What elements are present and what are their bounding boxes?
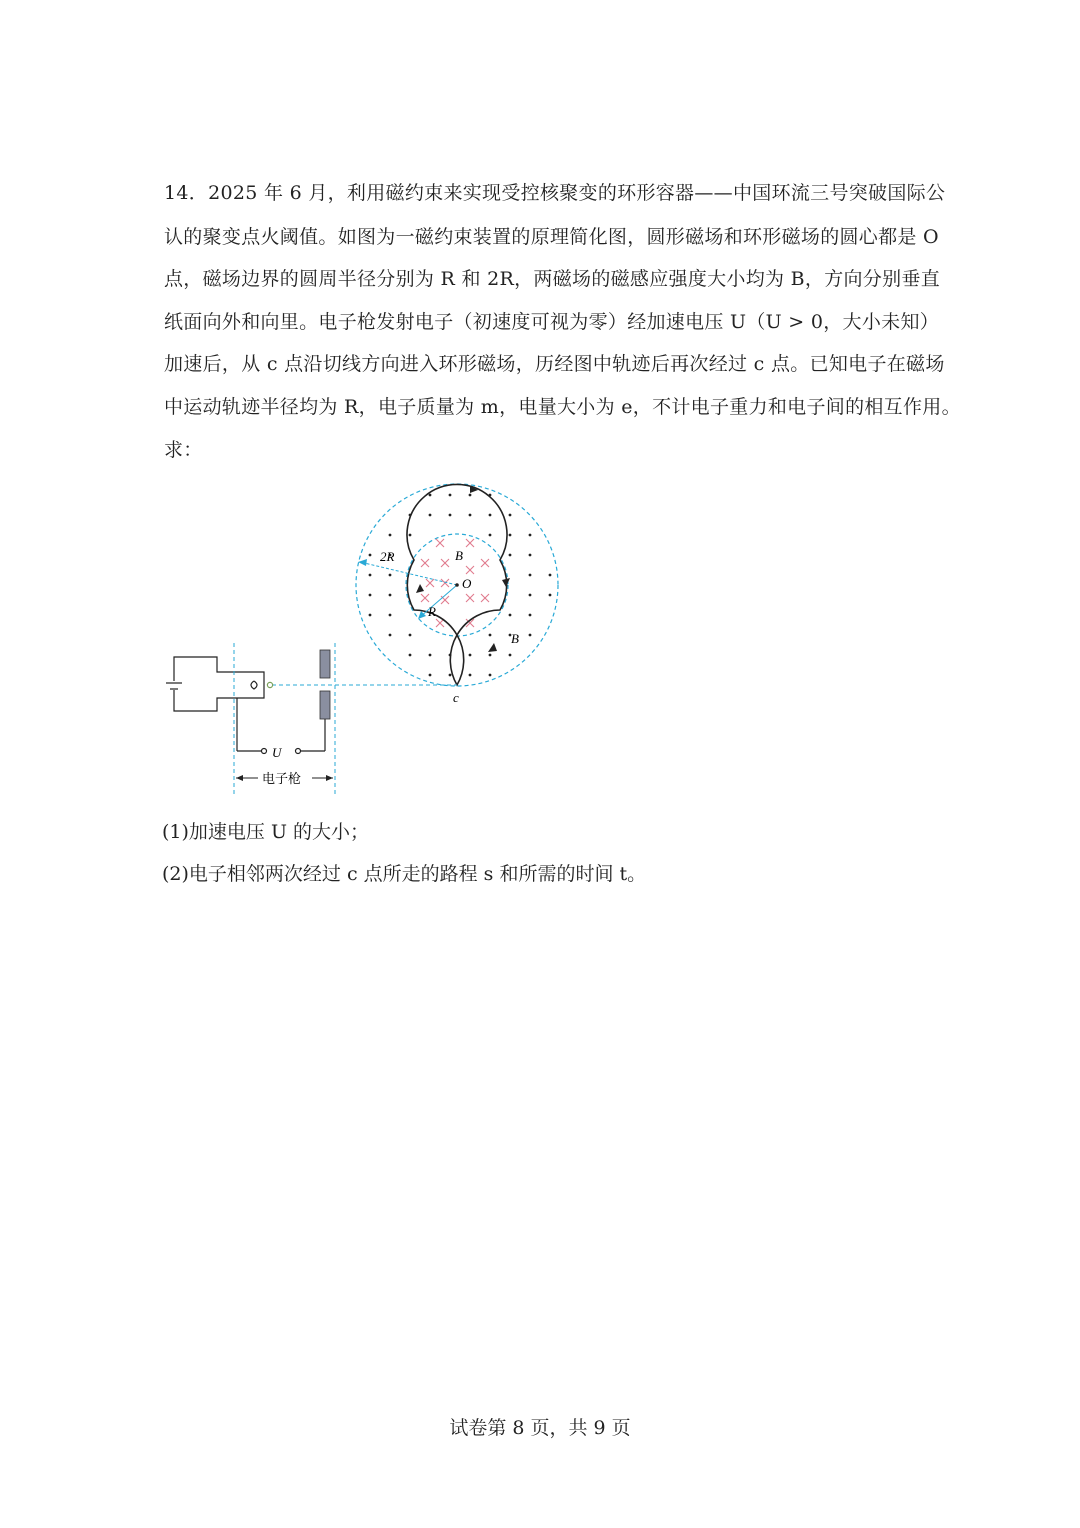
label-B-inner: B xyxy=(455,548,463,563)
label-c: c xyxy=(453,690,459,705)
trajectory-arrow-left xyxy=(416,584,424,593)
label-electron-gun: 电子枪 xyxy=(262,771,302,786)
field-dot xyxy=(529,554,532,557)
question-line-7: 求： xyxy=(164,439,203,461)
cathode-point xyxy=(267,682,272,687)
field-dot xyxy=(409,654,412,657)
field-dot xyxy=(529,634,532,637)
label-B-outer: B xyxy=(511,631,519,646)
question-line-6: 中运动轨迹半径均为 R，电子质量为 m，电量大小为 e，不计电子重力和电子间的相互作用。 xyxy=(164,396,961,418)
field-dot xyxy=(489,514,492,517)
question-line-4: 纸面向外和向里。电子枪发射电子（初速度可视为零）经加速电压 U（U > 0，大小未知） xyxy=(164,311,940,333)
field-dot xyxy=(389,534,392,537)
field-dot xyxy=(509,534,512,537)
field-dot xyxy=(469,654,472,657)
field-dot xyxy=(509,514,512,517)
field-dot xyxy=(389,574,392,577)
field-dot xyxy=(429,674,432,677)
field-dot xyxy=(529,614,532,617)
field-dot xyxy=(429,494,432,497)
center-point xyxy=(455,583,459,587)
question-line-1: 14．2025 年 6 月，利用磁约束来实现受控核聚变的环形容器——中国环流三号突破国际公 xyxy=(164,182,946,204)
trajectory-arrow-right xyxy=(502,578,510,587)
field-dot xyxy=(489,674,492,677)
field-dot xyxy=(449,494,452,497)
sub-question-1: (1)加速电压 U 的大小； xyxy=(162,821,370,843)
figure-svg xyxy=(160,475,580,805)
label-2R: 2R xyxy=(380,549,395,564)
field-dot xyxy=(369,594,372,597)
field-dot xyxy=(469,674,472,677)
upper-plate xyxy=(320,650,330,678)
field-dot xyxy=(389,614,392,617)
field-dot xyxy=(509,554,512,557)
field-dot xyxy=(469,514,472,517)
trajectory-arrow-bottom-right xyxy=(488,643,497,652)
field-dot xyxy=(529,594,532,597)
lower-plate xyxy=(320,691,330,719)
field-dot xyxy=(429,654,432,657)
field-dot xyxy=(449,674,452,677)
field-dot xyxy=(489,634,492,637)
field-dot xyxy=(429,514,432,517)
electron-gun-circuit xyxy=(166,657,325,754)
question-line-5: 加速后，从 c 点沿切线方向进入环形磁场，历经图中轨迹后再次经过 c 点。已知电子在磁场 xyxy=(164,353,945,375)
sub-question-2: (2)电子相邻两次经过 c 点所走的路程 s 和所需的时间 t。 xyxy=(162,863,647,885)
field-dot xyxy=(509,614,512,617)
field-dot xyxy=(409,634,412,637)
field-dot xyxy=(549,594,552,597)
field-dot xyxy=(389,634,392,637)
label-R: R xyxy=(428,604,436,619)
radius-2R-arrowhead xyxy=(358,559,367,566)
field-dot xyxy=(369,554,372,557)
page-footer: 试卷第 8 页，共 9 页 xyxy=(449,1417,631,1439)
field-dot xyxy=(529,574,532,577)
label-U: U xyxy=(272,745,282,760)
question-line-3: 点，磁场边界的圆周半径分别为 R 和 2R，两磁场的磁感应强度大小均为 B，方向分别垂直 xyxy=(164,268,941,290)
field-dot xyxy=(389,594,392,597)
field-dots xyxy=(369,494,552,677)
field-dot xyxy=(489,534,492,537)
label-O: O xyxy=(462,576,472,591)
field-dot xyxy=(469,494,472,497)
field-dot xyxy=(369,574,372,577)
field-dot xyxy=(549,574,552,577)
magnetic-confinement-figure xyxy=(160,475,580,809)
field-dot xyxy=(409,534,412,537)
field-dot xyxy=(489,654,492,657)
question-line-2: 认的聚变点火阈值。如图为一磁约束装置的原理简化图，圆形磁场和环形磁场的圆心都是 O xyxy=(164,226,939,248)
field-dot xyxy=(449,514,452,517)
radius-R-line xyxy=(420,585,457,617)
field-dot xyxy=(509,654,512,657)
field-dot xyxy=(369,614,372,617)
field-dot xyxy=(529,534,532,537)
